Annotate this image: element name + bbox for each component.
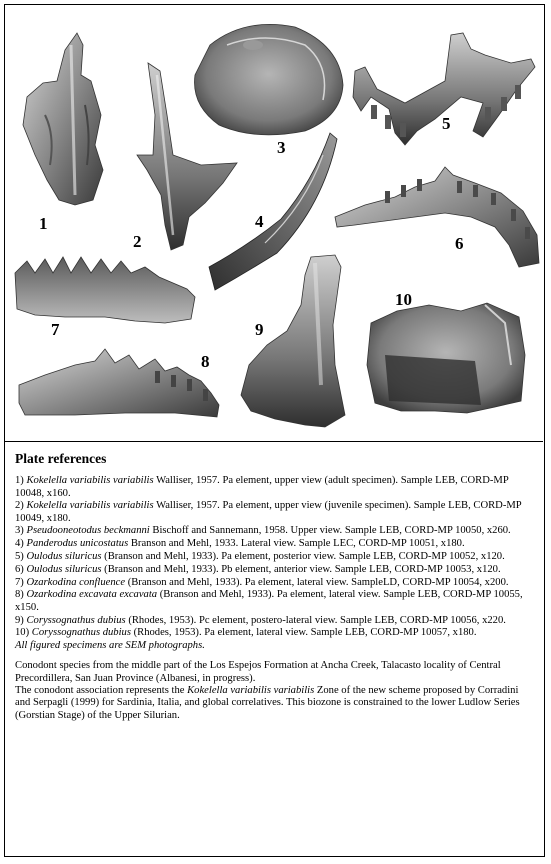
- reference-species: Oulodus siluricus: [26, 563, 102, 575]
- specimen-8-image: [19, 349, 219, 417]
- specimen-3-image: [195, 24, 344, 134]
- reference-species: Ozarkodina excavata excavata: [26, 589, 158, 601]
- reference-text: Bischoff and Sannemann, 1958. Upper view. Sample LEB, CORD-MP 10050, x260.: [149, 525, 511, 537]
- reference-number: 4): [15, 538, 24, 550]
- specimen-6-image: [335, 167, 539, 267]
- sem-note: All figured specimens are SEM photographs.: [15, 640, 205, 652]
- reference-species: Coryssognathus dubius: [31, 627, 131, 639]
- specimen-9-image: [241, 255, 345, 427]
- caption-paragraph-2: [15, 685, 535, 722]
- figure-number-1: 1: [39, 214, 48, 233]
- figure-number-10: 10: [395, 290, 412, 309]
- reference-item-10: [15, 627, 535, 639]
- reference-item-5: [15, 551, 535, 563]
- figure-number-9: 9: [255, 320, 264, 339]
- caption-text-b: Zone of the new scheme proposed by Corradini and Serpagli (1999) for Sardinia, Italia, and global correlatives. This biozone is constrained to the lower Ludlow Series (Gorstian Stage) of the Upper Silurian.: [15, 685, 520, 721]
- references-title: Plate references: [15, 451, 107, 466]
- caption-paragraph-1: Conodont species from the middle part of the Los Espejos Formation at Ancha Creek, Talacasto locality of Central Precordillera, San Juan Province (Albanesi, in progress).: [15, 660, 501, 684]
- specimen-7-image: [15, 257, 195, 323]
- reference-species: Kokelella variabilis variabilis: [26, 475, 154, 487]
- reference-species: Pseudooneotodus beckmanni: [26, 525, 150, 537]
- references-list: [15, 475, 535, 639]
- caption-text-a: The conodont association represents the: [15, 685, 188, 697]
- reference-item-2: [15, 500, 535, 525]
- reference-text: Walliser, 1957. Pa element, upper view (juvenile specimen). Sample LEB, CORD-MP 10049, x180.: [15, 500, 522, 524]
- reference-item-6: [15, 564, 535, 576]
- reference-species: Kokelella variabilis variabilis: [26, 500, 154, 512]
- reference-text: (Branson and Mehl, 1933). Pa element, posterior view. Sample LEB, CORD-MP 10052, x120.: [101, 551, 505, 563]
- reference-species: Oulodus siluricus: [26, 551, 102, 563]
- reference-number: 10): [15, 627, 30, 639]
- specimen-plate: [5, 5, 543, 441]
- figure-number-8: 8: [201, 352, 210, 371]
- reference-item-4: [15, 538, 535, 550]
- reference-text: (Branson and Mehl, 1933). Pa element, lateral view. SampleLD, CORD-MP 10054, x200.: [125, 576, 509, 588]
- references-section: [15, 453, 535, 722]
- figure-number-4: 4: [255, 212, 264, 231]
- reference-item-7: [15, 577, 535, 589]
- figure-number-2: 2: [133, 232, 142, 251]
- figure-number-5: 5: [442, 114, 451, 133]
- reference-species: Ozarkodina confluence: [26, 576, 126, 588]
- reference-item-8: [15, 589, 535, 614]
- reference-text: (Branson and Mehl, 1933). Pb element, anterior view. Sample LEB, CORD-MP 10053, x120.: [101, 563, 501, 575]
- reference-text: (Rhodes, 1953). Pc element, postero-lateral view. Sample LEB, CORD-MP 10056, x220.: [125, 614, 506, 626]
- reference-number: 6): [15, 563, 24, 575]
- reference-number: 5): [15, 551, 24, 563]
- reference-number: 2): [15, 500, 24, 512]
- reference-species: Coryssognathus dubius: [26, 614, 126, 626]
- plate-caption: [15, 660, 535, 721]
- reference-item-9: [15, 615, 535, 627]
- reference-item-1: [15, 475, 535, 500]
- reference-text: (Branson and Mehl, 1933). Pa element, lateral view. Sample LEB, CORD-MP 10055, x150.: [15, 589, 523, 613]
- page-frame: [4, 4, 545, 857]
- reference-species: Panderodus unicostatus: [26, 538, 129, 550]
- specimen-1-image: [23, 33, 103, 205]
- reference-text: Walliser, 1957. Pa element, upper view (adult specimen). Sample LEB, CORD-MP 10048, x160.: [15, 475, 509, 499]
- reference-number: 9): [15, 614, 24, 626]
- reference-number: 3): [15, 525, 24, 537]
- section-divider: [5, 441, 543, 442]
- specimen-10-image: [367, 303, 525, 413]
- reference-number: 1): [15, 475, 24, 487]
- reference-text: Branson and Mehl, 1933. Lateral view. Sample LEC, CORD-MP 10051, x180.: [128, 538, 465, 550]
- caption-species: Kokelella variabilis variabilis: [187, 685, 315, 697]
- reference-text: (Rhodes, 1953). Pa element, lateral view. Sample LEB, CORD-MP 10057, x180.: [130, 627, 477, 639]
- figure-number-3: 3: [277, 138, 286, 157]
- reference-item-3: [15, 525, 535, 537]
- reference-number: 7): [15, 576, 24, 588]
- reference-number: 8): [15, 589, 24, 601]
- figure-number-6: 6: [455, 234, 464, 253]
- figure-number-7: 7: [51, 320, 60, 339]
